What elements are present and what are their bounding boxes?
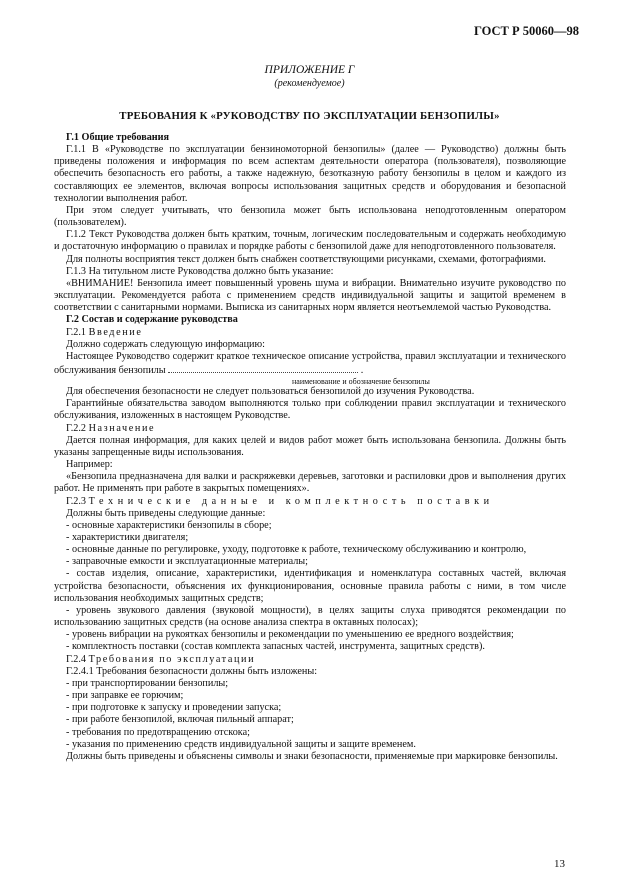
document-title: ТРЕБОВАНИЯ К «РУКОВОДСТВУ ПО ЭКСПЛУАТАЦИИ БЕНЗОПИЛЫ» bbox=[119, 110, 500, 122]
list-item: - при работе бензопилой, включая пильный аппарат; bbox=[66, 714, 294, 726]
list-item: - основные характеристики бензопилы в сборе; bbox=[66, 519, 272, 531]
list-item: - уровень звукового давления (звуковой мощности), в целях защиты слуха приводятся рекомендации по использованию защитных средств (на основе анализа спектра в октавных полосах); bbox=[54, 604, 566, 629]
subsection-heading-g21 bbox=[54, 327, 566, 339]
list-item: - комплектность поставки (состав комплекта запасных частей, инструмента, защитных средств). bbox=[66, 641, 485, 653]
paragraph-g23-intro: Должны быть приведены следующие данные: bbox=[66, 507, 266, 519]
subsection-heading-g23 bbox=[54, 496, 566, 508]
paragraph-g21-p2: Для обеспечения безопасности не следует пользоваться бензопилой до изучения Руководства. bbox=[66, 386, 475, 398]
subsection-heading-g22 bbox=[54, 423, 566, 435]
standard-code: ГОСТ Р 50060—98 bbox=[473, 24, 579, 38]
paragraph-g12: Г.1.2 Текст Руководства должен быть кратким, точным, логическим последовательным и содержать необходимую и достаточную информацию о правилах и порядке работы с бензопилой даже для неподготовленного пользователя. bbox=[54, 229, 566, 253]
fill-in-blank bbox=[168, 363, 358, 373]
paragraph-g21-intro: Должно содержать следующую информацию: bbox=[66, 338, 265, 350]
paragraph-g21-p3: Гарантийные обязательства заводом выполняются только при соблюдении правил эксплуатации и технического обслуживания, изложенных в настоящем Руководстве. bbox=[54, 398, 566, 422]
warning-quote: «ВНИМАНИЕ! Бензопила имеет повышенный уровень шума и вибрации. Внимательно изучите руководство по эксплуатации. Рекомендуется работа с применением средств индивидуальной защиты и защитой временем в соответствии с санитарными нормами. Выписка из санитарных норм является неотъемлемой частью Руководства. bbox=[54, 277, 566, 314]
list-item: - состав изделия, описание, характеристики, идентификация и номенклатура составных частей, включая устройства безопасности, объяснения их функционирования, основные правила работы с ними, в том числе использования необходимых защитных средств; bbox=[54, 568, 566, 604]
page-number: 13 bbox=[554, 858, 565, 870]
subsection-number: Г.2.4 bbox=[66, 653, 87, 665]
list-item: - при подготовке к запуску и проведении запуска; bbox=[66, 702, 282, 714]
list-item: - основные данные по регулировке, уходу, подготовке к работе, техническому обслуживанию и контролю, bbox=[66, 544, 527, 556]
blank-caption: наименование и обозначение бензопилы bbox=[292, 377, 430, 387]
section-heading-g1: Г.1 Общие требования bbox=[66, 132, 170, 143]
list-item: - требования по предотвращению отскока; bbox=[66, 726, 250, 738]
subsection-title: Технические данные и комплектность поставки bbox=[88, 495, 494, 507]
paragraph-g21-p1: Настоящее Руководство содержит краткое техническое описание устройства, правил эксплуатации и технического обслуживания бензопилы . bbox=[54, 350, 566, 376]
list-item: - заправочные емкости и эксплуатационные материалы; bbox=[66, 556, 308, 568]
list-item: - указания по применению средств индивидуальной защиты и защите временем. bbox=[66, 738, 416, 750]
subsection-number: Г.2.2 bbox=[66, 422, 87, 434]
paragraph-g241-final: Должны быть приведены и объяснены символы и знаки безопасности, применяемые при маркировке бензопилы. bbox=[66, 750, 558, 762]
subsection-number: Г.2.1 bbox=[66, 326, 87, 338]
paragraph-g13: Г.1.3 На титульном листе Руководства должно быть указание: bbox=[66, 265, 334, 277]
document-body bbox=[54, 132, 566, 763]
paragraph-text: Настоящее Руководство содержит краткое техническое описание устройства, правил эксплуатации и технического обслуживания бензопилы bbox=[54, 350, 566, 376]
section-heading-g2: Г.2 Состав и содержание руководства bbox=[66, 314, 238, 326]
subsection-title: Введение bbox=[88, 326, 143, 338]
list-item: - при заправке ее горючим; bbox=[66, 690, 184, 702]
example-quote: «Бензопила предназначена для валки и раскряжевки деревьев, заготовки и распиловки дров и выполнения других работ. Не применять при работе в закрытых помещениях». bbox=[54, 471, 566, 495]
list-item: - характеристики двигателя; bbox=[66, 532, 189, 543]
list-item: - уровень вибрации на рукоятках бензопилы и рекомендации по уменьшению ее вредного воздействия; bbox=[66, 629, 514, 641]
subsection-heading-g24 bbox=[54, 654, 566, 666]
paragraph-g241: Г.2.4.1 Требования безопасности должны быть изложены: bbox=[66, 665, 318, 677]
paragraph-g12-note: Для полноты восприятия текст должен быть снабжен соответствующими рисунками, схемами, фотографиями. bbox=[66, 253, 546, 265]
example-label: Например: bbox=[66, 459, 113, 471]
appendix-subtitle: (рекомендуемое) bbox=[274, 78, 345, 89]
list-item: - при транспортировании бензопилы; bbox=[66, 677, 229, 689]
paragraph-g11: Г.1.1 В «Руководстве по эксплуатации бензиномоторной бензопилы» (далее — Руководство) должны быть приведены положения и информация по всем аспектам деятельности оператора (пользователя), позволяющие обеспечить безопасность его работы, а также надежную, безотказную работу бензопилы в целом и каждого из составляющих ее элементов, включая вопросы использования защитных средств и оборудования и безопасной технологии выполнения работ. bbox=[54, 144, 566, 204]
subsection-number: Г.2.3 bbox=[66, 495, 87, 507]
subsection-title: Требования по эксплуатации bbox=[88, 653, 256, 665]
subsection-title: Назначение bbox=[88, 422, 156, 434]
paragraph-g11-note: При этом следует учитывать, что бензопила может быть использована неподготовленным оператором (пользователем). bbox=[54, 204, 566, 229]
appendix-title: ПРИЛОЖЕНИЕ Г bbox=[264, 64, 355, 76]
paragraph-g22: Дается полная информация, для каких целей и видов работ может быть использована бензопила. Должны быть указаны запрещенные виды использования. bbox=[54, 434, 566, 458]
